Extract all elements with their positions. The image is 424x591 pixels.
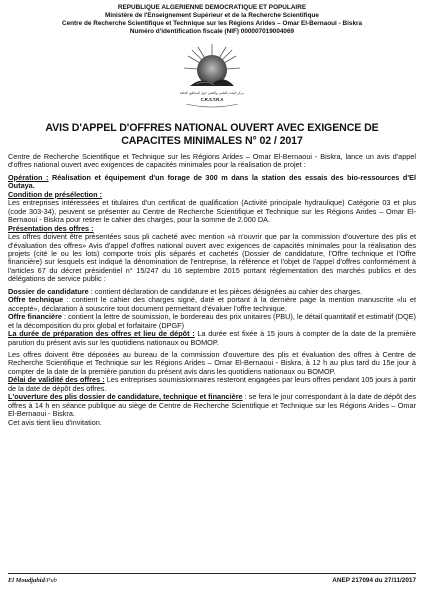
newspaper-name: El Moudjahid [8,577,45,584]
preselection-paragraph: Les entreprises intéressées et titulaires d'un certificat de qualification (Activité principale hydraulique) Catégorie 03 et plus (code 303-34), peuvent se présenter au Centre de Recherche Scientifique et Technique sur les Régions Arides – Omar El-Bernaoui - Biskra pour retirer le cahier des charges, pour la somme de 2.000 DA. [8,198,416,225]
logo-acronym: C.R.S.T.R.A [200,97,224,102]
closing-line: Cet avis tient lieu d'invitation. [8,417,102,427]
validite-paragraph [8,376,416,393]
presentation-paragraph: Les offres doivent être présentées sous pli cacheté avec mention «à n'ouvrir que par la commission d'ouverture des plis et d'évaluation des offres» Avis d'appel d'offres national ouvert avec exigences de capacités minimales pour la réalisation des projets (cité le ou les lots) comporte trois plis séparés et cachetés (Dossier de candidature, l'Offre technique et l'Offre financière) sur lesquels est indiqué la dénomination de l'entreprise, la référence et l'objet de l'appel d'offres conformément à l'articles 67 du décret présidentiel n° 15/247 du 16 septembre 2015 portant réglementation des marchés publics et des délégations de service public : [8,232,416,284]
intro-paragraph: Centre de Recherche Scientifique et Technique sur les Régions Arides – Omar El-Bernaoui - Biskra, lance un avis d'appel d'offres national ouvert avec exigences de capacités minimales pour la réalisation de projet : [8,152,416,170]
financiere-text: : contient la lettre de soumission, le bordereau des prix unitaires (PBU), le détail quantitatif et estimatif (DQE) et la décomposition du prix global et forfaitaire (DPGF) [8,312,416,330]
financiere-paragraph [8,313,416,330]
logo-arabic-text: مركز البحث العلمي والتقني حول المناطق الجافة [179,91,245,95]
newspaper-credit [8,577,57,584]
ouverture-label: L'ouverture des plis dossier de candidature, technique et financière [8,392,243,402]
presentation-heading: Présentation des offres : [8,223,94,233]
nif-line: Numéro d'identification fiscale (NIF) 000007019004069 [129,28,295,35]
candidature-text: : contient déclaration de candidature et les pièces désignées au cahier des charges. [88,286,363,296]
preselection-heading: Condition de présélection : [8,189,103,199]
title-line-1: AVIS D'APPEL D'OFFRES NATIONAL OUVERT AVEC EXIGENCE DE [45,122,379,134]
republic-line: REPUBLIQUE ALGERIENNE DEMOCRATIQUE ET POPULAIRE [117,4,307,11]
letterhead [8,4,416,36]
ouverture-text: : se fera le jour correspondant à la date de dépôt des offres à 14 h en séance publique au siège de Centre de Recherche Scientifique et Technique sur les Régions Arides – Omar El-Bernaoui - Biskra. [8,392,416,419]
notice-body [8,153,416,427]
operation-text: Réalisation et équipement d'un forage de 300 m dans la station des essais des bio-ressources d'El Outaya. [8,172,416,191]
validite-text: Les entreprises soumissionnaires resteront engagées par leurs offres pendant 105 jours à partir de la date de dépôt des offres. [8,375,416,393]
validite-label: Délai de validité des offres : [8,375,105,385]
centre-line: Centre de Recherche Scientifique et Technique sur les Régions Arides – Omar El-Bernaoui - Biskra [61,20,363,27]
candidature-label: Dossier de candidature [8,286,89,296]
duree-text: La durée est fixée à 15 jours à compter de la date de la première parution du présent avis sur les quotidiens nationaux ou BOMOP. [8,329,416,347]
ministry-line: Ministère de l'Enseignement Supérieur et de la Recherche Scientifique [105,12,319,19]
duree-paragraph [8,330,416,347]
notice-title [8,122,416,147]
depot-paragraph: Les offres doivent être déposées au bureau de la commission d'ouverture des plis et évaluation des offres à Centre de Recherche Scientifique et Technique sur les Régions Arides – Omar El-Bernaoui - Biskra, à 12 h au plus tard du 15e jour à compter de la date de la première parution du présent avis dans les quotidiens nationaux ou BOMOP. [8,349,416,376]
publication-footer [8,573,416,584]
technique-label: Offre technique [8,295,64,305]
anep-reference: ANEP 217094 du 27/11/2017 [332,577,416,584]
financiere-label: Offre financière [8,312,62,322]
crstra-logo [168,40,256,110]
technique-paragraph [8,296,416,313]
duree-label: La durée de préparation des offres et lieu de dépôt : [8,329,195,339]
title-line-2: CAPACITES MINIMALES N° 02 / 2017 [121,134,303,147]
technique-text: : contient le cahier des charges signé, daté et portant à la dernière page la mention manuscrite «lu et accepté», déclaration à souscrire tout document permettant d'évaluer l'offre technique. [8,295,417,313]
ouverture-paragraph [8,393,416,418]
operation-paragraph [8,174,416,191]
operation-label: Opération : [8,172,49,182]
pub-label: /Pub [44,577,57,584]
